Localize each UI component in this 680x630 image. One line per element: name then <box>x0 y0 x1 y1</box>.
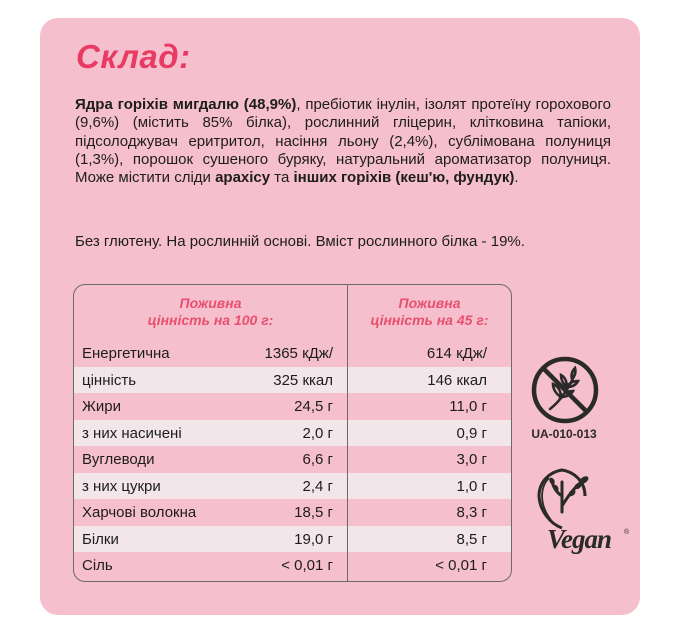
gluten-free-icon <box>526 352 604 428</box>
value-per-100g: 6,6 г <box>302 451 333 468</box>
value-per-100g: 2,4 г <box>302 477 333 495</box>
value-per-45g: < 0,01 г <box>435 557 487 574</box>
header-per-45g-line2: цінність на 45 г: <box>370 311 489 328</box>
nutrient-label: цінність <box>82 371 137 389</box>
composition-part-1: , пребіотик інулін, ізолят протеїну горохового (9,6%) (містить 85% білка), рослинний гліцерин, клітковина тапіоки, підсолоджувач еритритол, насіння льону (2,4%), сублімована полуниця (1,3%), порошок сушеного буряку, натуральний ароматизатор полуниця. Може містити сліди <box>75 96 611 187</box>
composition-part-4: інших горіхів (кеш'ю, фундук) <box>293 169 515 187</box>
vegan-logo-icon <box>527 466 631 556</box>
header-per-45g-line1: Поживна <box>398 295 461 311</box>
nutrient-label: з них цукри <box>82 477 161 495</box>
table-row <box>74 420 511 447</box>
composition-part-0: Ядра горіхів мигдалю (48,9%) <box>75 96 297 113</box>
nutrient-label: з них насичені <box>82 424 182 442</box>
page-title: Склад: <box>76 38 191 75</box>
nutrient-label: Білки <box>82 530 119 548</box>
vegan-logo-text: Vegan <box>546 524 612 554</box>
table-row <box>74 526 511 553</box>
table-row <box>74 499 511 526</box>
value-per-45g: 11,0 г <box>449 398 487 415</box>
nutrition-table <box>73 284 512 582</box>
composition-text <box>75 96 611 187</box>
value-per-100g: 24,5 г <box>294 398 333 415</box>
value-per-100g: 1365 кДж/ <box>264 345 333 362</box>
value-per-100g: 19,0 г <box>294 530 333 548</box>
header-per-45g <box>348 295 511 328</box>
nutrient-label: Енергетична <box>82 345 170 362</box>
nutrient-label: Харчові волокна <box>82 504 197 521</box>
composition-part-3: та <box>270 169 294 187</box>
nutrient-label: Сіль <box>82 557 113 574</box>
value-per-100g: < 0,01 г <box>281 557 333 574</box>
vegan-registered-mark: ® <box>624 529 630 536</box>
composition-part-2: арахісу <box>215 169 271 187</box>
header-per-100g-line2: цінність на 100 г: <box>147 311 274 328</box>
value-per-45g: 3,0 г <box>456 451 487 468</box>
gluten-free-code: UA-010-013 <box>531 427 597 441</box>
value-per-45g: 146 ккал <box>427 371 487 389</box>
diet-note: Без глютену. На рослинній основі. Вміст рослинного білка - 19%. <box>75 233 525 250</box>
value-per-45g: 1,0 г <box>456 477 487 495</box>
value-per-45g: 8,3 г <box>456 504 487 521</box>
header-per-100g-line1: Поживна <box>179 295 242 311</box>
column-divider <box>347 285 348 581</box>
nutrient-label: Вуглеводи <box>82 451 155 468</box>
composition-part-5: . <box>514 169 519 187</box>
table-row <box>74 473 511 500</box>
table-row <box>74 367 511 394</box>
value-per-100g: 18,5 г <box>294 504 333 521</box>
nutrient-label: Жири <box>82 398 121 415</box>
value-per-45g: 614 кДж/ <box>426 345 487 362</box>
table-row <box>74 340 511 367</box>
value-per-100g: 325 ккал <box>273 371 333 389</box>
table-row <box>74 552 511 579</box>
value-per-45g: 8,5 г <box>456 530 487 548</box>
value-per-100g: 2,0 г <box>302 424 333 442</box>
header-per-100g <box>74 295 347 328</box>
nutrition-table-header <box>74 285 511 340</box>
value-per-45g: 0,9 г <box>456 424 487 442</box>
table-row <box>74 446 511 473</box>
table-row <box>74 393 511 420</box>
